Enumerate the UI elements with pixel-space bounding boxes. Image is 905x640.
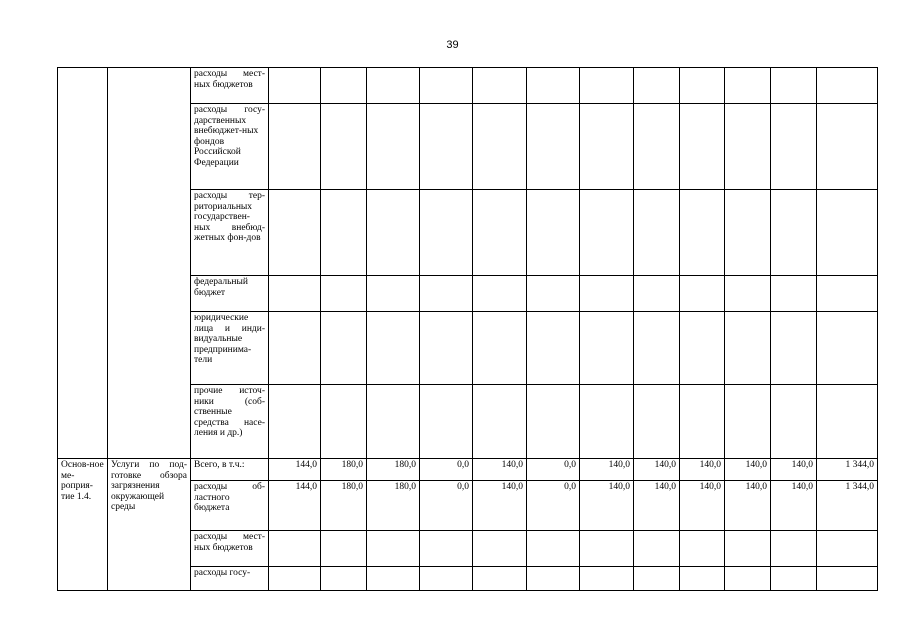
funding-source-cell: юридические лица и инди-видуальные предпринима-тели [191, 312, 269, 385]
value-cell [420, 190, 473, 276]
value-cell [634, 312, 680, 385]
value-cell: 0,0 [420, 459, 473, 481]
value-cell [580, 276, 634, 312]
value-cell [269, 190, 321, 276]
value-cell: 180,0 [367, 481, 420, 531]
value-cell: 144,0 [269, 481, 321, 531]
value-cell: 180,0 [321, 481, 367, 531]
table-row [58, 459, 878, 481]
value-cell [725, 104, 771, 190]
value-cell [321, 312, 367, 385]
value-cell [817, 104, 878, 190]
value-cell [725, 312, 771, 385]
value-cell [680, 385, 725, 459]
value-cell [580, 68, 634, 104]
value-cell: 140,0 [771, 459, 817, 481]
value-cell [817, 531, 878, 567]
value-cell: 1 344,0 [817, 459, 878, 481]
value-cell [725, 531, 771, 567]
value-cell [725, 567, 771, 591]
value-cell [580, 104, 634, 190]
value-cell [527, 567, 580, 591]
value-cell [634, 567, 680, 591]
value-cell [725, 190, 771, 276]
value-cell [527, 104, 580, 190]
value-cell [771, 385, 817, 459]
value-cell [680, 190, 725, 276]
value-cell: 0,0 [527, 459, 580, 481]
value-cell: 144,0 [269, 459, 321, 481]
value-cell [321, 68, 367, 104]
value-cell [634, 531, 680, 567]
value-cell [725, 68, 771, 104]
value-cell: 0,0 [527, 481, 580, 531]
value-cell [473, 104, 527, 190]
value-cell [580, 312, 634, 385]
value-cell [725, 276, 771, 312]
page-number: 39 [446, 39, 459, 51]
value-cell [473, 312, 527, 385]
value-cell [321, 531, 367, 567]
value-cell [321, 276, 367, 312]
funding-source-cell: расходы мест-ных бюджетов [191, 68, 269, 104]
value-cell [473, 68, 527, 104]
value-cell [680, 276, 725, 312]
value-cell: 140,0 [634, 481, 680, 531]
value-cell: 140,0 [580, 459, 634, 481]
value-cell: 140,0 [473, 459, 527, 481]
value-cell [580, 567, 634, 591]
value-cell: 140,0 [473, 481, 527, 531]
value-cell [634, 68, 680, 104]
value-cell [634, 190, 680, 276]
value-cell [269, 567, 321, 591]
name-cell [108, 68, 191, 459]
value-cell [634, 276, 680, 312]
value-cell: 1 344,0 [817, 481, 878, 531]
value-cell [269, 68, 321, 104]
value-cell [527, 276, 580, 312]
value-cell [473, 190, 527, 276]
funding-source-cell: прочие источ-ники (соб-ственные средства насе-ления и др.) [191, 385, 269, 459]
value-cell [771, 312, 817, 385]
funding-source-cell: расходы тер-риториальных государствен-ных внебюд-жетных фон-дов [191, 190, 269, 276]
value-cell [527, 531, 580, 567]
funding-source-cell: расходы госу- [191, 567, 269, 591]
value-cell [527, 190, 580, 276]
value-cell [817, 312, 878, 385]
value-cell [580, 385, 634, 459]
value-cell [269, 312, 321, 385]
value-cell [321, 567, 367, 591]
value-cell [420, 312, 473, 385]
value-cell [367, 190, 420, 276]
value-cell [473, 385, 527, 459]
activity-name-cell: Услуги по под-готовке обзора загрязнения окружающей среды [108, 459, 191, 591]
value-cell: 140,0 [680, 481, 725, 531]
value-cell [367, 567, 420, 591]
value-cell: 140,0 [634, 459, 680, 481]
value-cell [367, 68, 420, 104]
value-cell [817, 68, 878, 104]
value-cell: 140,0 [725, 459, 771, 481]
funding-source-cell: расходы мест-ных бюджетов [191, 531, 269, 567]
value-cell [680, 104, 725, 190]
value-cell [771, 567, 817, 591]
value-cell: 140,0 [680, 459, 725, 481]
value-cell [680, 567, 725, 591]
value-cell [817, 190, 878, 276]
value-cell [817, 276, 878, 312]
code-cell [58, 68, 108, 459]
value-cell [420, 385, 473, 459]
value-cell [367, 312, 420, 385]
value-cell [473, 567, 527, 591]
value-cell [817, 385, 878, 459]
value-cell [269, 276, 321, 312]
budget-table [57, 67, 878, 591]
value-cell [817, 567, 878, 591]
value-cell [420, 276, 473, 312]
value-cell: 140,0 [771, 481, 817, 531]
value-cell [321, 190, 367, 276]
value-cell: 180,0 [367, 459, 420, 481]
value-cell [269, 385, 321, 459]
value-cell [527, 68, 580, 104]
funding-source-cell: расходы госу-дарственных внебюджет-ных фондов Российской Федерации [191, 104, 269, 190]
value-cell [580, 190, 634, 276]
table-row [58, 68, 878, 104]
value-cell [771, 276, 817, 312]
value-cell [269, 104, 321, 190]
value-cell [725, 385, 771, 459]
value-cell [321, 104, 367, 190]
activity-code-cell: Основ-ное ме-роприя-тие 1.4. [58, 459, 108, 591]
value-cell: 0,0 [420, 481, 473, 531]
value-cell [527, 385, 580, 459]
value-cell [367, 385, 420, 459]
funding-source-cell: расходы об-ластного бюджета [191, 481, 269, 531]
value-cell [367, 276, 420, 312]
value-cell [420, 68, 473, 104]
value-cell [473, 276, 527, 312]
value-cell [771, 531, 817, 567]
value-cell [580, 531, 634, 567]
funding-source-cell: Всего, в т.ч.: [191, 459, 269, 481]
value-cell [321, 385, 367, 459]
value-cell [473, 531, 527, 567]
value-cell [771, 104, 817, 190]
value-cell [420, 104, 473, 190]
value-cell [527, 312, 580, 385]
value-cell [269, 531, 321, 567]
value-cell [771, 190, 817, 276]
value-cell [367, 531, 420, 567]
value-cell [680, 531, 725, 567]
table-body [58, 68, 878, 591]
value-cell: 140,0 [725, 481, 771, 531]
value-cell [634, 104, 680, 190]
value-cell [680, 312, 725, 385]
value-cell: 180,0 [321, 459, 367, 481]
value-cell [420, 567, 473, 591]
value-cell [367, 104, 420, 190]
value-cell: 140,0 [580, 481, 634, 531]
value-cell [420, 531, 473, 567]
value-cell [634, 385, 680, 459]
value-cell [680, 68, 725, 104]
value-cell [771, 68, 817, 104]
funding-source-cell: федеральный бюджет [191, 276, 269, 312]
